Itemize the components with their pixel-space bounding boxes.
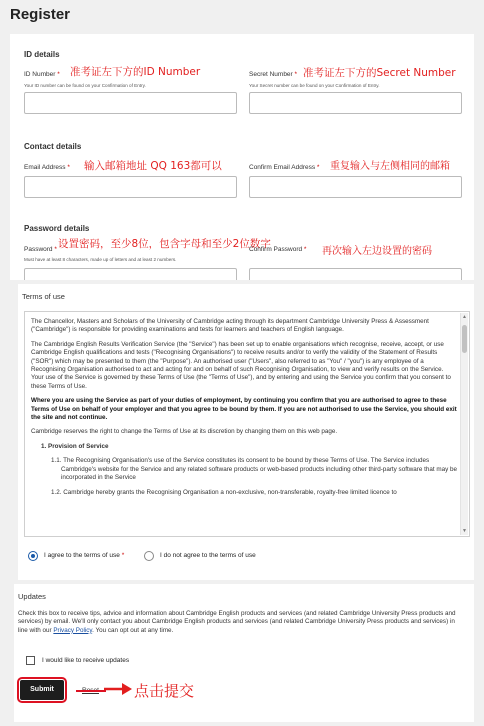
privacy-policy-link[interactable]: Privacy Policy (53, 626, 93, 634)
confirm-password-label: Confirm Password * (249, 246, 307, 253)
secret-number-label: Secret Number * (249, 71, 298, 78)
reset-strike-mark (76, 690, 106, 692)
secret-number-input[interactable] (249, 92, 462, 114)
agree-radio[interactable] (28, 551, 38, 561)
updates-heading: Updates (18, 592, 46, 601)
email-label: Email Address * (24, 164, 70, 171)
email-annotation: 输入邮箱地址 QQ 163都可以 (84, 160, 222, 172)
confirm-email-label: Confirm Email Address * (249, 164, 320, 171)
password-hint: Must have at least 8 characters, made up of letters and at least 2 numbers. (24, 257, 177, 262)
register-card (10, 34, 474, 280)
terms-text (25, 312, 469, 497)
id-number-label: ID Number * (24, 71, 60, 78)
disagree-label[interactable]: I do not agree to the terms of use (160, 552, 256, 559)
secret-number-hint: Your Secret number can be found on your Confirmation of Entry. (249, 83, 380, 88)
scroll-thumb[interactable] (462, 325, 467, 353)
terms-card (18, 284, 474, 580)
updates-checkbox-label[interactable]: I would like to receive updates (42, 657, 130, 664)
terms-clause: 1.1. The Recognising Organisation's use of the Service constitutes its consent to be bound by these Terms of Use. The Service includes Cambridge's website for the Service and any related software products or web-based products including other third-party software that may be incorporated in the Service (51, 457, 458, 482)
terms-paragraph: Where you are using the Service as part of your duties of employment, by continuing you confirm that you are authorised to agree to these Terms of Use on behalf of your employer and that you agree to be bound by them. If you are not authorised to use the Service, you should exit the site and not continue. (31, 397, 457, 422)
confirm-email-input[interactable] (249, 176, 462, 198)
terms-heading: Terms of use (22, 292, 65, 301)
password-label: Password * (24, 246, 57, 253)
terms-section-title: 1. Provision of Service (41, 442, 109, 450)
password-details-heading: Password details (24, 224, 90, 233)
id-number-input[interactable] (24, 92, 237, 114)
updates-card (14, 584, 474, 722)
disagree-option[interactable] (144, 550, 284, 562)
page-title: Register (10, 6, 71, 23)
secret-number-annotation: 准考证左下方的Secret Number (303, 67, 456, 79)
terms-paragraph: Cambridge reserves the right to change the Terms of Use at its discretion by changing them on this web page. (31, 428, 338, 436)
id-details-heading: ID details (24, 50, 60, 59)
arrow-right-icon (104, 682, 132, 696)
contact-details-heading: Contact details (24, 142, 82, 151)
submit-annotation: 点击提交 (134, 682, 195, 700)
updates-checkbox[interactable] (26, 656, 35, 665)
confirm-password-input[interactable] (249, 268, 462, 280)
id-number-annotation: 准考证左下方的ID Number (70, 66, 201, 78)
disagree-radio[interactable] (144, 551, 154, 561)
id-number-hint: Your ID number can be found on your Confirmation of Entry. (24, 83, 146, 88)
email-input[interactable] (24, 176, 237, 198)
terms-scrollbar[interactable] (460, 313, 468, 535)
updates-description: Check this box to receive tips, advice and information about Cambridge English products and services (and related Cambridge University Press products and services) by email. We'll only contact you about Cambridge English products and services (and related Cambridge University Press products and services) in line with our Privacy Policy. You can opt out at any time. (18, 610, 456, 634)
terms-paragraph: The Cambridge English Results Verification Service (the "Service") has been set up to enable organisations which recognise, receive, accept, or use Cambridge English qualifications and tests ("Recognising Organisations") to receive results and/or to verify the validity of the Statement of Results ("SOR") which may be presented to them (the "Purpose"). An authorised user ("Users", also referred to as "You" / "you") is any employee of a Recognising Organisation authorised to act and acting for and on behalf of such Recognising Organisation, to view and verify results on the Service. Your use of the Service is governed by these Terms of Use (the "Terms of Use"), and by entering and using the Service you confirm that you consent to these Terms of Use. (31, 340, 451, 390)
agree-label[interactable]: I agree to the terms of use * (44, 552, 125, 559)
confirm-email-annotation: 重复输入与左侧相同的邮箱 (330, 161, 450, 172)
scroll-down-icon[interactable]: ▼ (462, 528, 467, 534)
terms-scroll-box[interactable] (24, 311, 470, 537)
submit-button[interactable]: Submit (20, 680, 64, 700)
confirm-password-annotation: 再次输入左边设置的密码 (322, 246, 432, 257)
password-input[interactable] (24, 268, 237, 280)
password-annotation: 设置密码，至少8位，包含字母和至少2位数字 (58, 238, 271, 250)
terms-paragraph: The Chancellor, Masters and Scholars of the University of Cambridge acting through its department Cambridge University Press & Assessment ("Cambridge") is responsible for providing examinations and tests for learners and teachers of English language. (31, 318, 429, 334)
scroll-up-icon[interactable]: ▲ (462, 314, 467, 320)
terms-clause: 1.2. Cambridge hereby grants the Recognising Organisation a non-exclusive, non-transferable, royalty-free limited licence to (51, 488, 397, 496)
